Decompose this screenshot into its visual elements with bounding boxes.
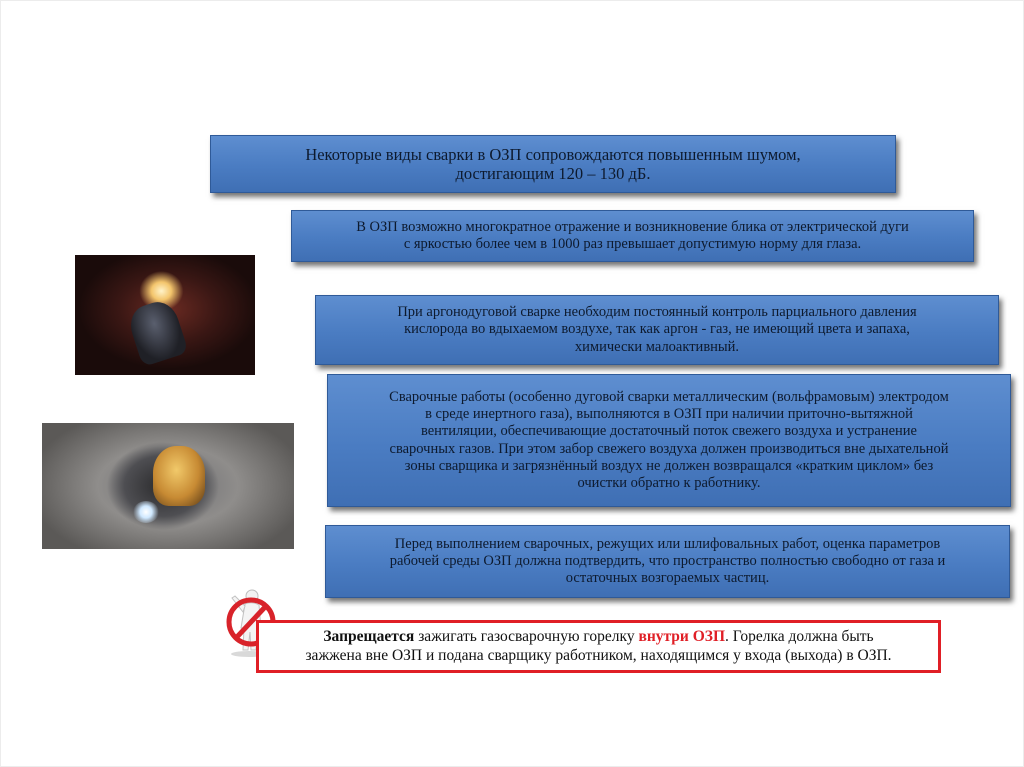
argon-line-2: кислорода во вдыхаемом воздухе, так как аргон - газ, не имеющий цвета и запаха, [404, 321, 910, 338]
ventilation-line-2: в среде инертного газа), выполняются в ОЗП при наличии приточно-вытяжной [425, 406, 913, 423]
ventilation-line-3: вентиляции, обеспечивающие достаточный поток свежего воздуха и устранение [420, 423, 917, 440]
welder-figure [153, 446, 205, 506]
warning-lead: Запрещается [323, 627, 415, 645]
welder-figure [125, 297, 189, 367]
glare-line-1: В ОЗП возможно многократное отражение и возникновение блика от электрической дуги [356, 218, 909, 235]
warning-line-2: зажжена вне ОЗП и подана сварщику работником, находящимся у входа (выхода) в ОЗП. [305, 646, 892, 664]
warning-text-b: . Горелка должна быть [725, 627, 874, 645]
welder-photo-bottom [42, 423, 294, 549]
ventilation-line-5: зоны сварщика и загрязнённый воздух не должен возвращался «кратким циклом» без [404, 457, 934, 474]
noise-line-1: Некоторые виды сварки в ОЗП сопровождаются повышенным шумом, [305, 144, 801, 164]
ventilation-line-1: Сварочные работы (особенно дуговой сварки металлическим (вольфрамовым) электродом [389, 389, 949, 406]
welder-photo-top [75, 255, 255, 375]
ventilation-line-6: очистки обратно к работнику. [577, 474, 761, 491]
warning-notice [256, 620, 941, 673]
argon-line-1: При аргонодуговой сварке необходим постоянный контроль парциального давления [397, 304, 917, 321]
assessment-callout [325, 525, 1010, 598]
argon-line-3: химически малоактивный. [574, 338, 740, 355]
assessment-line-3: остаточных возгораемых частиц. [565, 570, 770, 587]
glare-line-2: с яркостью более чем в 1000 раз превышает допустимую норму для глаза. [403, 236, 862, 252]
warning-red-phrase: внутри ОЗП [638, 627, 726, 645]
welding-spark [133, 501, 159, 523]
noise-line-2: достигающим 120 – 130 дБ. [455, 164, 651, 183]
warning-line-1 [305, 628, 891, 647]
argon-callout [315, 295, 999, 365]
ventilation-line-4: сварочных газов. При этом забор свежего воздуха должен производиться вне дыхательной [389, 440, 949, 457]
ventilation-callout [327, 374, 1011, 507]
warning-text-a: зажигать газосварочную горелку [414, 627, 639, 645]
assessment-line-2: рабочей среды ОЗП должна подтвердить, что пространство полностью свободно от газа и [389, 552, 946, 569]
glare-callout [291, 210, 974, 262]
assessment-line-1: Перед выполнением сварочных, режущих или шлифовальных работ, оценка параметров [394, 535, 941, 552]
noise-callout [210, 135, 896, 193]
